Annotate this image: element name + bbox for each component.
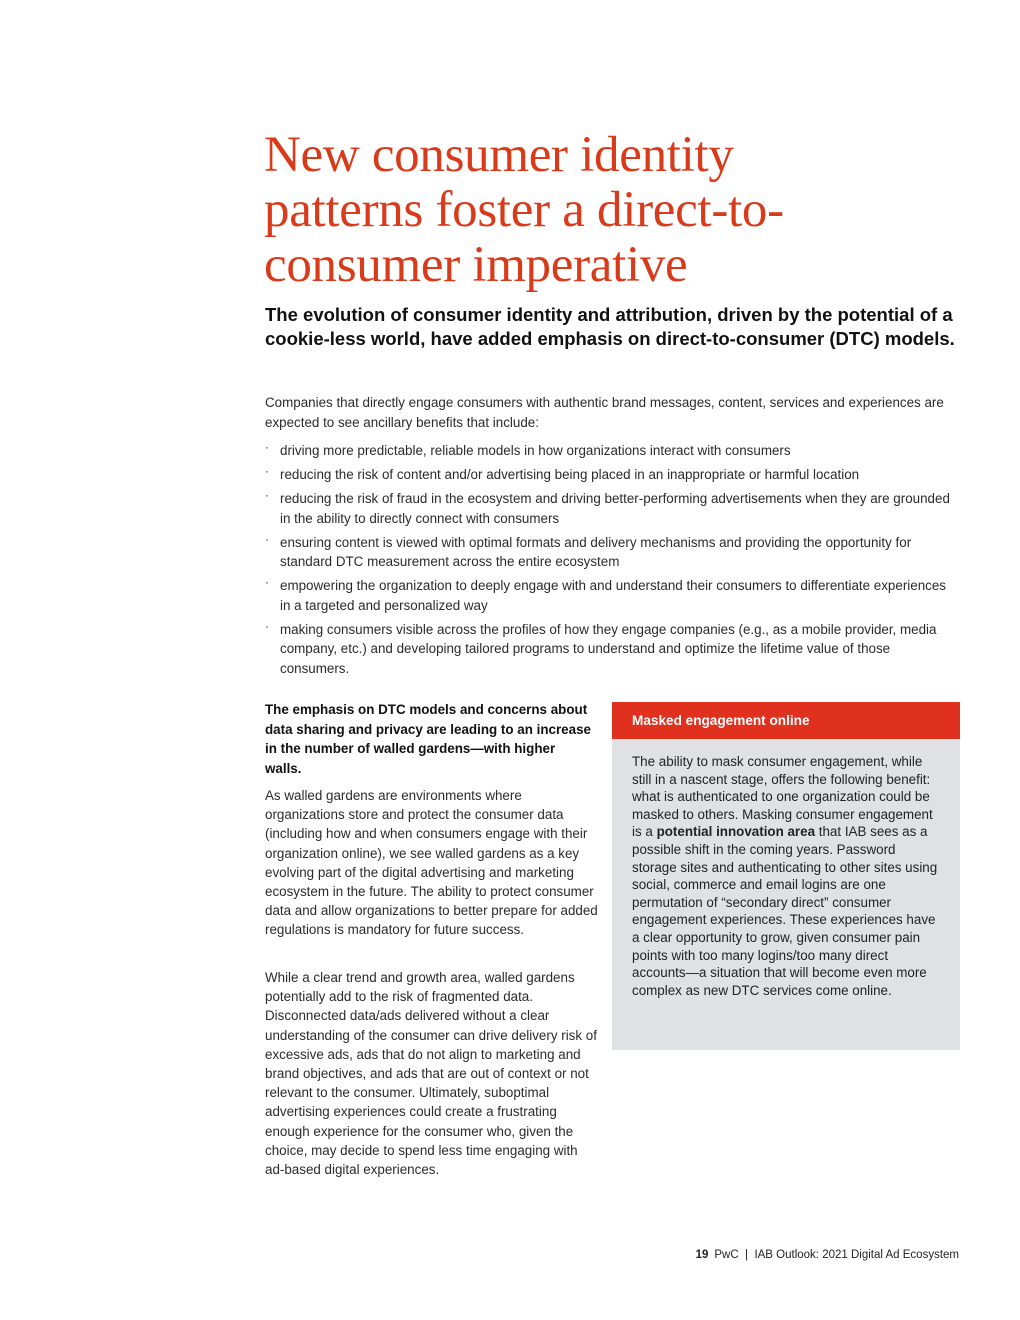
masked-engagement-sidebox	[612, 702, 960, 1050]
list-item-text: reducing the risk of content and/or advertising being placed in an inappropriate or harmful location	[280, 467, 860, 482]
bullet-icon: ·	[265, 575, 269, 589]
list-item	[265, 576, 960, 615]
walled-gardens-lead: The emphasis on DTC models and concerns about data sharing and privacy are leading to an increase in the number of walled gardens—with higher walls.	[265, 702, 591, 776]
sidebox-highlight: potential innovation area	[656, 824, 816, 840]
list-item	[265, 441, 960, 461]
list-item	[265, 489, 960, 528]
page-subheading: The evolution of consumer identity and attribution, driven by the potential of a cookie-less world, have added emphasis on direct-to-consumer (DTC) models.	[265, 304, 955, 349]
list-item-text: ensuring content is viewed with optimal formats and delivery mechanisms and providing the opportunity for standard DTC measurement across the entire ecosystem	[280, 534, 912, 569]
sidebox-title: Masked engagement online	[612, 702, 960, 739]
benefits-list	[265, 441, 960, 683]
page-footer	[696, 1249, 959, 1261]
list-item-text: empowering the organization to deeply engage with and understand their consumers to differentiate experiences in a targeted and personalized way	[280, 578, 946, 613]
sidebox-body	[632, 753, 940, 999]
list-item	[265, 465, 960, 485]
footer-text: PwC | IAB Outlook: 2021 Digital Ad Ecosystem	[714, 1249, 959, 1261]
page-title: New consumer identity patterns foster a direct-to-consumer imperative	[264, 127, 784, 293]
page-number: 19	[695, 1249, 709, 1261]
sidebox-text-start: The ability to mask consumer engagement, while still in a nascent stage, offers the following benefit: what is authenticated to one organization could be masked to others. Masking consumer engagement is a	[632, 754, 933, 840]
bullet-icon: ·	[265, 618, 269, 633]
list-item-text: making consumers visible across the profiles of how they engage companies (e.g., as a mobile provider, media company, etc.) and developing tailored programs to understand and optimize the lifetime value of those consumers.	[280, 621, 937, 676]
intro-paragraph: Companies that directly engage consumers with authentic brand messages, content, services and experiences are expected to see ancillary benefits that include:	[265, 395, 944, 430]
walled-gardens-paragraph: As walled gardens are environments where organizations store and protect the consumer data (including how and when consumers engage with their organization online), we see walled gardens as a key evolving part of the digital advertising and marketing ecosystem in the future. The ability to protect consumer data and allow organizations to better prepare for added regulations is mandatory for future success.	[265, 788, 598, 938]
list-item-text: driving more predictable, reliable models in how organizations interact with consumers	[280, 443, 791, 458]
bullet-icon: ·	[265, 464, 269, 478]
list-item-text: reducing the risk of fraud in the ecosystem and driving better-performing advertisements when they are grounded in the ability to directly connect with consumers	[280, 491, 950, 526]
bullet-icon: ·	[265, 531, 269, 546]
bullet-icon: ·	[265, 440, 269, 454]
list-item	[265, 533, 960, 572]
fragmented-data-paragraph: While a clear trend and growth area, walled gardens potentially add to the risk of fragmented data. Disconnected data/ads delivered without a clear understanding of the consumer can drive delivery risk of excessive ads, ads that do not align to marketing and brand objectives, and ads that are out of context or not relevant to the consumer. Ultimately, suboptimal advertising experiences could create a frustrating enough experience for the consumer who, given the choice, may decide to spend less time engaging with ad-based digital experiences.	[265, 970, 597, 1178]
bullet-icon: ·	[265, 488, 269, 502]
list-item	[265, 620, 960, 679]
sidebox-text-end: that IAB sees as a possible shift in the coming years. Password storage sites and authenticating to other sites using social, commerce and email logins are one permutation of “secondary direct” consumer engagement experiences. These experiences have a clear opportunity to grow, given consumer pain points with too many logins/too many direct accounts—a situation that will become even more complex as new DTC services come online.	[632, 824, 938, 998]
